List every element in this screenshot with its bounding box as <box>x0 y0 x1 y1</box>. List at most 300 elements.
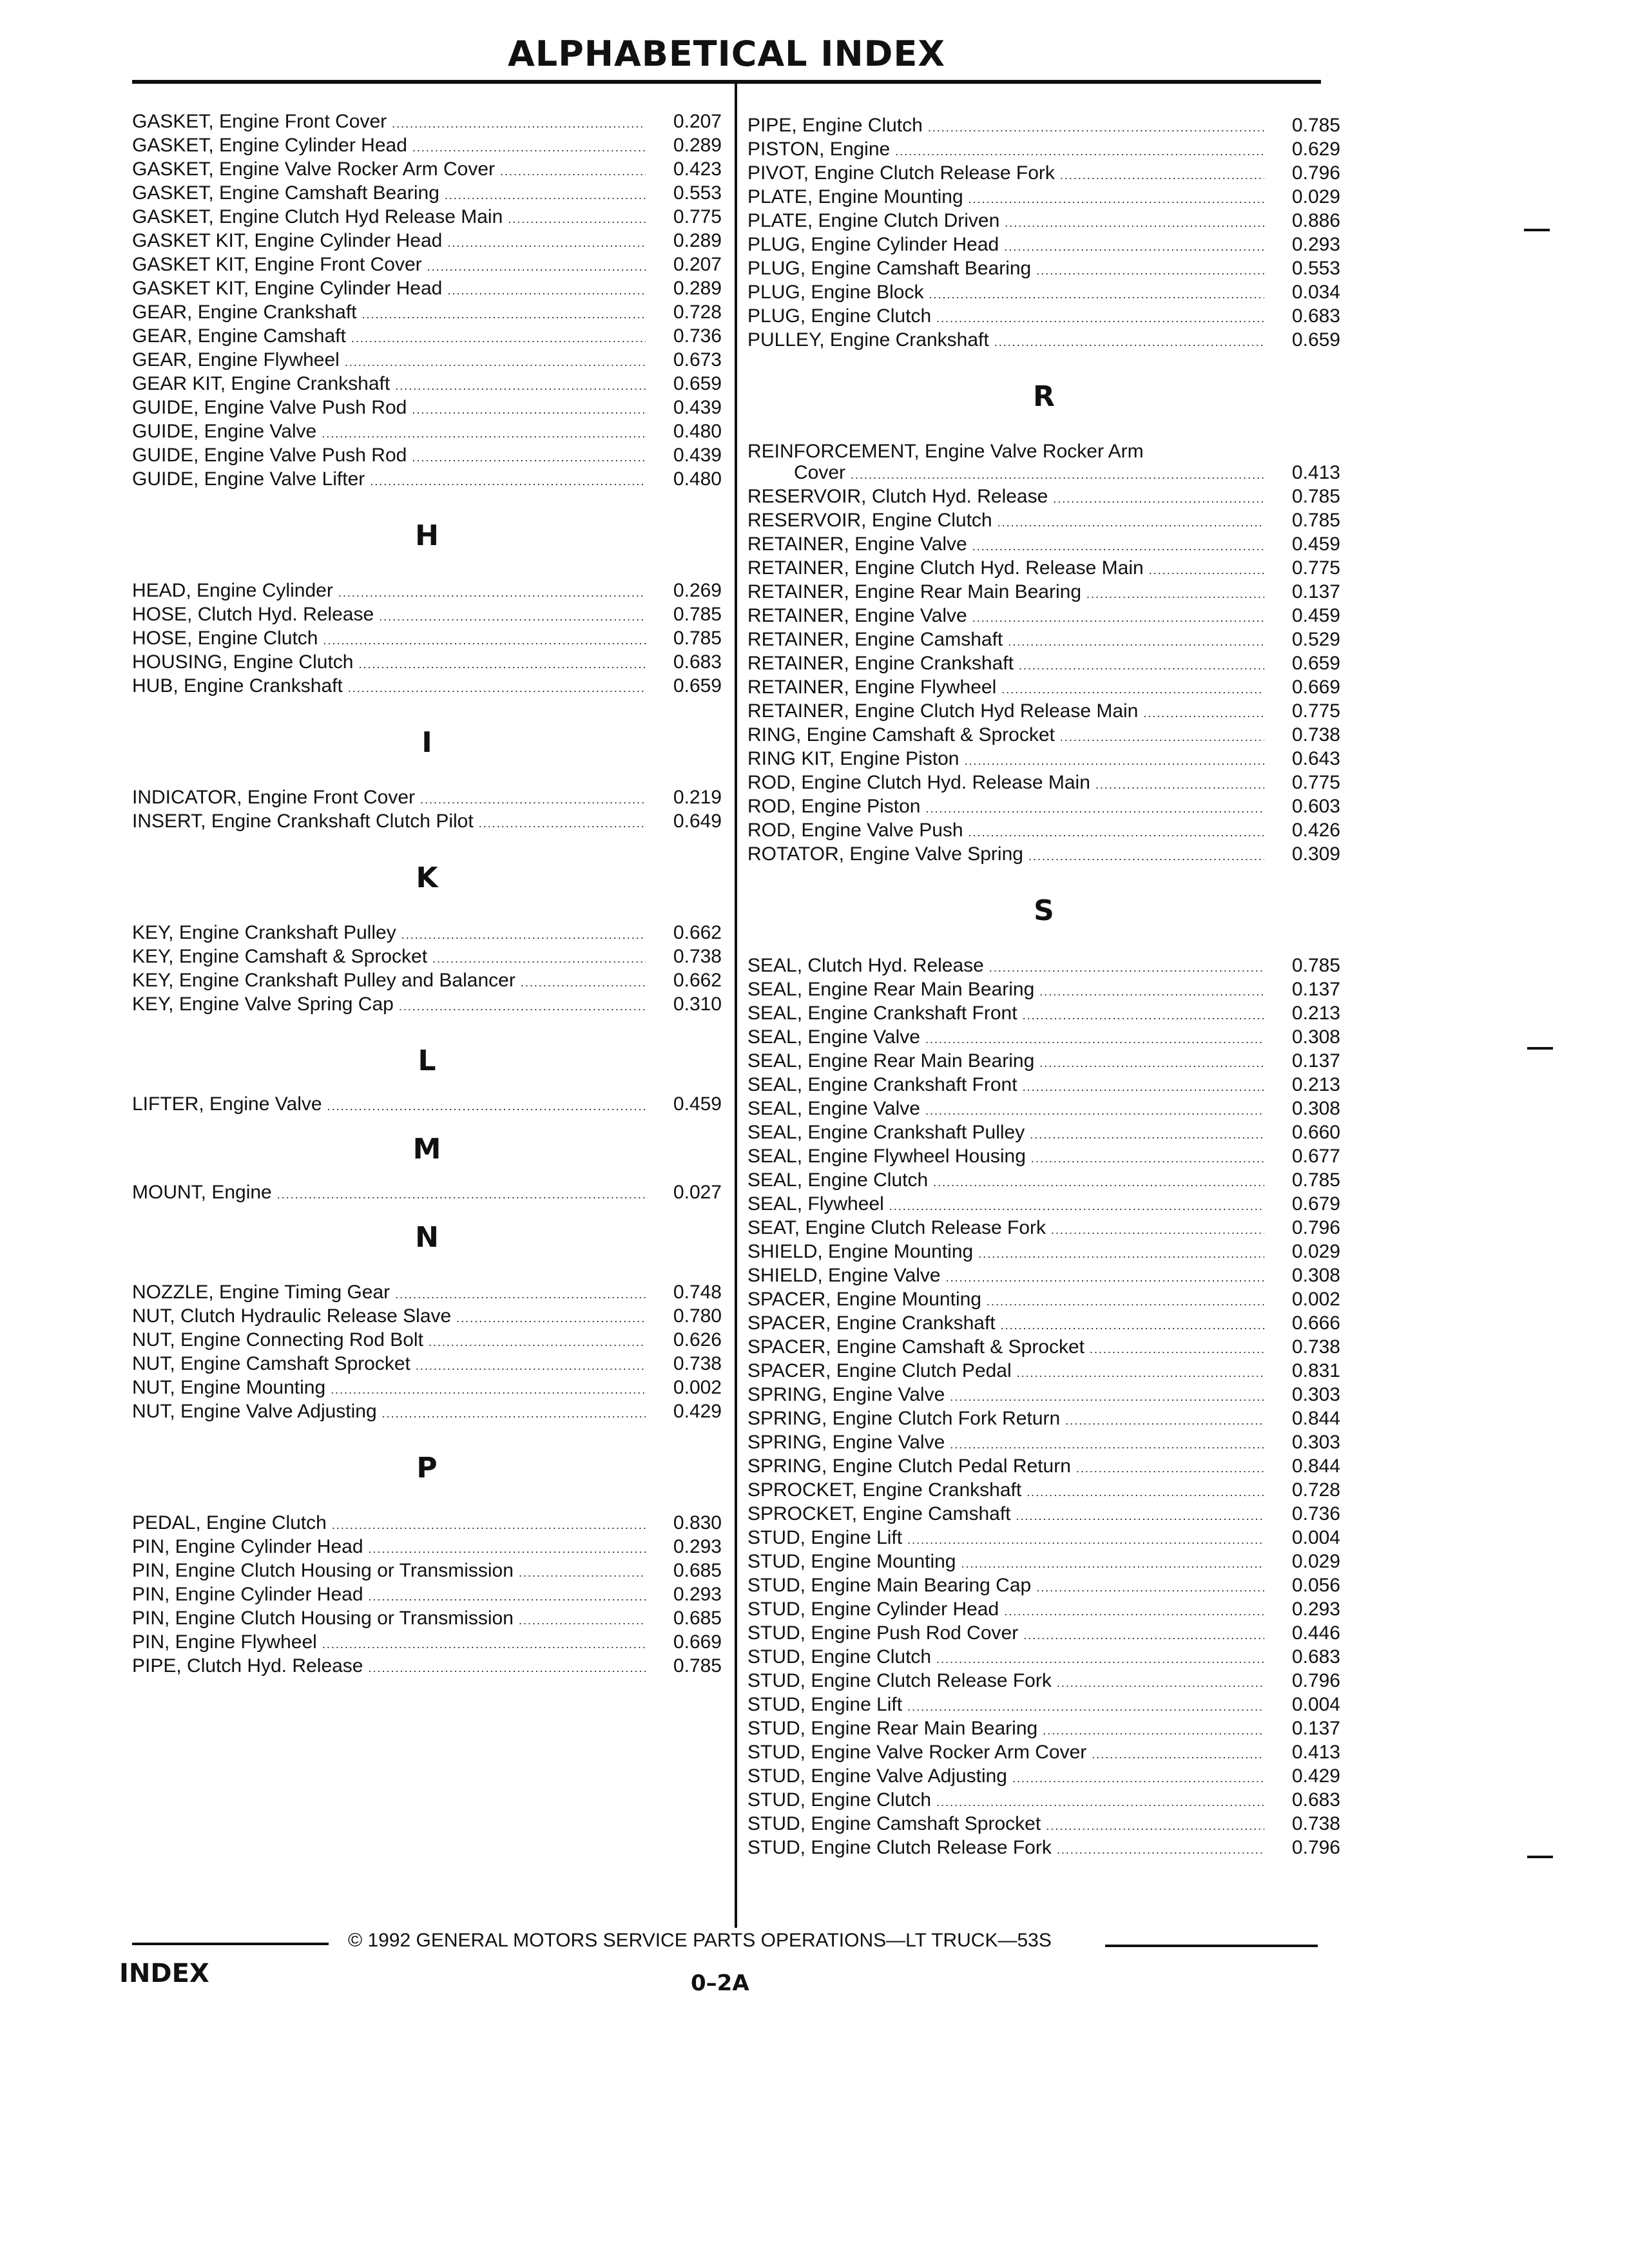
index-entry <box>747 1622 1340 1646</box>
footer-rule-left <box>132 1943 329 1945</box>
index-entry <box>747 329 1340 353</box>
entry-page-number: 0.659 <box>673 373 722 394</box>
leader-dots <box>322 423 646 445</box>
entry-page-number: 0.728 <box>673 302 722 323</box>
index-entry <box>747 1718 1340 1742</box>
index-entry <box>747 700 1340 724</box>
index-entry <box>132 397 722 421</box>
index-entry <box>132 254 722 278</box>
entry-label: KEY, Engine Camshaft & Sprocket <box>132 946 428 967</box>
leader-dots <box>420 789 646 811</box>
leader-dots <box>332 1515 646 1536</box>
entry-label: SPRING, Engine Clutch Pedal Return <box>747 1456 1071 1477</box>
leader-dots <box>907 1530 1264 1551</box>
leader-dots <box>1028 846 1264 867</box>
entry-page-number: 0.029 <box>1291 186 1340 207</box>
leader-dots <box>1012 1768 1264 1789</box>
leader-dots <box>1057 1840 1264 1861</box>
entry-label: LIFTER, Engine Valve <box>132 1093 322 1115</box>
leader-dots <box>370 471 646 492</box>
index-entry <box>132 302 722 325</box>
entry-page-number: 0.738 <box>673 946 722 967</box>
entry-label: GASKET, Engine Valve Rocker Arm Cover <box>132 159 495 180</box>
index-entry <box>747 441 1340 462</box>
leader-dots <box>277 1184 646 1206</box>
leader-dots <box>929 284 1264 305</box>
index-entry <box>132 811 722 834</box>
entry-page-number: 0.643 <box>1291 748 1340 769</box>
entry-label: PIPE, Engine Clutch <box>747 115 923 136</box>
entry-page-number: 0.603 <box>1291 796 1340 817</box>
index-entry <box>747 1408 1340 1432</box>
entry-page-number: 0.426 <box>1291 820 1340 841</box>
entry-page-number: 0.660 <box>1291 1122 1340 1143</box>
edge-tick-mark <box>1527 1047 1553 1050</box>
index-entry <box>747 1789 1340 1813</box>
entry-label: SPACER, Engine Mounting <box>747 1289 981 1310</box>
entry-label: SPROCKET, Engine Crankshaft <box>747 1479 1022 1501</box>
entry-page-number: 0.785 <box>1291 955 1340 976</box>
index-entry <box>747 510 1340 533</box>
entry-label: SEAT, Engine Clutch Release Fork <box>747 1217 1046 1238</box>
leader-dots <box>369 1586 646 1608</box>
section-spacer <box>132 554 722 580</box>
index-entry <box>747 629 1340 653</box>
index-entry <box>747 1527 1340 1551</box>
entry-label: PIN, Engine Cylinder Head <box>132 1536 363 1557</box>
index-entry <box>132 182 722 206</box>
entry-label: ROTATOR, Engine Valve Spring <box>747 843 1023 865</box>
leader-dots <box>936 1649 1264 1670</box>
entry-page-number: 0.137 <box>1291 1718 1340 1739</box>
index-entry <box>132 159 722 182</box>
entry-label: SEAL, Flywheel <box>747 1193 884 1215</box>
section-letter-heading: M <box>412 1133 441 1166</box>
leader-dots <box>416 1356 646 1377</box>
entry-label: GUIDE, Engine Valve <box>132 421 317 442</box>
entry-page-number: 0.207 <box>673 111 722 132</box>
leader-dots <box>382 1403 646 1425</box>
entry-label: HOSE, Engine Clutch <box>132 628 318 649</box>
entry-label: NUT, Engine Connecting Rod Bolt <box>132 1329 423 1350</box>
leader-dots <box>1060 165 1264 186</box>
index-entry <box>747 305 1340 329</box>
entry-page-number: 0.439 <box>673 397 722 418</box>
entry-label: PIN, Engine Clutch Housing or Transmission <box>132 1560 514 1581</box>
entry-page-number: 0.785 <box>1291 1169 1340 1191</box>
entry-page-number: 0.480 <box>673 421 722 442</box>
entry-label: SEAL, Engine Rear Main Bearing <box>747 979 1035 1000</box>
entry-label: GUIDE, Engine Valve Push Rod <box>132 397 407 418</box>
entry-label: STUD, Engine Rear Main Bearing <box>747 1718 1038 1739</box>
section-spacer <box>132 1425 722 1450</box>
entry-page-number: 0.738 <box>1291 724 1340 745</box>
entry-page-number: 0.459 <box>1291 533 1340 555</box>
index-entry <box>132 787 722 811</box>
leader-dots <box>925 798 1264 820</box>
index-entry <box>132 135 722 159</box>
entry-label: PLATE, Engine Clutch Driven <box>747 210 1000 231</box>
leader-dots <box>369 1658 646 1679</box>
entry-page-number: 0.423 <box>673 159 722 180</box>
entry-page-number: 0.439 <box>673 445 722 466</box>
entry-page-number: 0.309 <box>1291 843 1340 865</box>
index-entry <box>132 946 722 970</box>
title-rule <box>132 80 1321 84</box>
edge-tick-mark <box>1527 1856 1553 1858</box>
index-entry <box>747 115 1340 139</box>
leader-dots <box>395 376 646 397</box>
leader-dots <box>338 582 646 604</box>
entry-page-number: 0.459 <box>673 1093 722 1115</box>
index-entry <box>747 843 1340 867</box>
leader-dots <box>978 1244 1264 1265</box>
section-spacer <box>132 699 722 725</box>
entry-label: PISTON, Engine <box>747 139 891 160</box>
entry-label: RING, Engine Camshaft & Sprocket <box>747 724 1055 745</box>
index-entry <box>132 1655 722 1679</box>
entry-page-number: 0.662 <box>673 922 722 943</box>
entry-label: GASKET, Engine Front Cover <box>132 111 387 132</box>
index-entry <box>747 139 1340 162</box>
entry-page-number: 0.004 <box>1291 1694 1340 1715</box>
index-entry <box>747 186 1340 210</box>
entry-page-number: 0.289 <box>673 230 722 251</box>
entry-page-number: 0.029 <box>1291 1241 1340 1262</box>
leader-dots <box>412 137 646 159</box>
leader-dots <box>401 925 646 946</box>
index-entry <box>747 605 1340 629</box>
leader-dots <box>950 1434 1264 1456</box>
entry-page-number: 0.308 <box>1291 1026 1340 1048</box>
index-entry <box>132 922 722 946</box>
entry-label: STUD, Engine Camshaft Sprocket <box>747 1813 1041 1834</box>
leader-dots <box>994 332 1264 353</box>
index-entry <box>747 1074 1340 1098</box>
index-entry <box>747 581 1340 605</box>
index-entry <box>132 1353 722 1377</box>
section-spacer <box>747 415 1340 441</box>
entry-label: RETAINER, Engine Flywheel <box>747 677 997 698</box>
index-entry <box>747 1837 1340 1861</box>
entry-page-number: 0.293 <box>1291 234 1340 255</box>
entry-label: STUD, Engine Push Rod Cover <box>747 1622 1019 1644</box>
leader-dots <box>348 678 646 699</box>
leader-dots <box>1095 774 1264 796</box>
leader-dots <box>331 1379 646 1401</box>
entry-label: SPACER, Engine Clutch Pedal <box>747 1360 1012 1381</box>
leader-dots <box>323 630 646 651</box>
index-entry <box>132 1182 722 1206</box>
section-spacer <box>747 867 1340 893</box>
section-letter-heading: H <box>415 519 439 552</box>
leader-dots <box>1004 236 1264 258</box>
leader-dots <box>322 1634 646 1655</box>
entry-label: INSERT, Engine Crankshaft Clutch Pilot <box>132 811 474 832</box>
section-spacer <box>132 896 722 922</box>
index-entry <box>132 278 722 302</box>
leader-dots <box>1060 727 1264 748</box>
entry-page-number: 0.886 <box>1291 210 1340 231</box>
entry-label: ROD, Engine Piston <box>747 796 921 817</box>
leader-dots <box>961 1553 1265 1575</box>
entry-label: RESERVOIR, Clutch Hyd. Release <box>747 486 1048 507</box>
index-entry <box>747 653 1340 677</box>
index-entry <box>132 970 722 994</box>
leader-dots <box>1043 1720 1264 1742</box>
index-entry <box>747 748 1340 772</box>
index-entry <box>132 604 722 628</box>
leader-dots <box>1031 1148 1264 1169</box>
index-entry <box>132 1305 722 1329</box>
leader-dots <box>519 1610 646 1631</box>
entry-page-number: 0.459 <box>1291 605 1340 626</box>
index-entry <box>132 1377 722 1401</box>
index-entry <box>132 468 722 492</box>
index-entry <box>747 1146 1340 1169</box>
index-entry <box>747 1336 1340 1360</box>
index-entry <box>132 1282 722 1305</box>
index-entry <box>132 675 722 699</box>
entry-page-number: 0.785 <box>673 628 722 649</box>
entry-label: SPRING, Engine Clutch Fork Return <box>747 1408 1061 1429</box>
leader-dots <box>1051 1220 1264 1241</box>
index-entry <box>747 1360 1340 1384</box>
entry-page-number: 0.659 <box>1291 329 1340 351</box>
leader-dots <box>1143 703 1264 724</box>
index-entry <box>132 1560 722 1584</box>
index-entry <box>747 1003 1340 1026</box>
entry-page-number: 0.844 <box>1291 1408 1340 1429</box>
entry-label: STUD, Engine Clutch <box>747 1789 932 1811</box>
index-entry <box>132 1631 722 1655</box>
entry-page-number: 0.683 <box>1291 1789 1340 1811</box>
entry-page-number: 0.413 <box>1291 1742 1340 1763</box>
entry-label: SPRING, Engine Valve <box>747 1384 945 1405</box>
index-entry <box>747 1599 1340 1622</box>
index-entry <box>747 1694 1340 1718</box>
entry-page-number: 0.685 <box>673 1608 722 1629</box>
leader-dots <box>369 1539 646 1560</box>
entry-page-number: 0.738 <box>1291 1336 1340 1358</box>
entry-label: GEAR, Engine Crankshaft <box>132 302 357 323</box>
leader-dots <box>1017 1363 1264 1384</box>
entry-page-number: 0.831 <box>1291 1360 1340 1381</box>
entry-label: HEAD, Engine Cylinder <box>132 580 333 601</box>
index-entry <box>747 1742 1340 1765</box>
leader-dots <box>987 1291 1264 1312</box>
entry-page-number: 0.004 <box>1291 1527 1340 1548</box>
index-entry <box>747 1575 1340 1599</box>
leader-dots <box>358 654 646 675</box>
entry-label: STUD, Engine Cylinder Head <box>747 1599 999 1620</box>
index-entry <box>747 234 1340 258</box>
entry-label: SEAL, Engine Valve <box>747 1098 920 1119</box>
entry-label: RETAINER, Engine Crankshaft <box>747 653 1014 674</box>
index-column-right <box>747 115 1340 1861</box>
leader-dots <box>429 1332 646 1353</box>
entry-page-number: 0.529 <box>1291 629 1340 650</box>
leader-dots <box>851 465 1264 486</box>
entry-label: PIN, Engine Clutch Housing or Transmission <box>132 1608 514 1629</box>
index-entry <box>747 820 1340 843</box>
leader-dots <box>395 1284 646 1305</box>
section-letter-heading: R <box>1033 380 1055 413</box>
entry-label: ROD, Engine Valve Push <box>747 820 963 841</box>
entry-label: MOUNT, Engine <box>132 1182 272 1203</box>
leader-dots <box>399 996 646 1017</box>
entry-page-number: 0.659 <box>673 675 722 697</box>
entry-label: GASKET KIT, Engine Cylinder Head <box>132 278 443 299</box>
leader-dots <box>1023 1625 1264 1646</box>
leader-dots <box>928 117 1264 139</box>
footer-rule-right <box>1105 1945 1318 1947</box>
entry-label: GASKET, Engine Camshaft Bearing <box>132 182 439 204</box>
leader-dots <box>500 161 646 182</box>
leader-dots <box>1005 213 1264 234</box>
index-entry <box>747 1503 1340 1527</box>
entry-page-number: 0.293 <box>1291 1599 1340 1620</box>
entry-label: PLUG, Engine Clutch <box>747 305 932 327</box>
index-entry <box>747 1241 1340 1265</box>
entry-page-number: 0.289 <box>673 135 722 156</box>
leader-dots <box>969 822 1264 843</box>
index-entry <box>132 1608 722 1631</box>
section-spacer <box>132 1117 722 1131</box>
index-entry <box>747 1432 1340 1456</box>
entry-label: SPACER, Engine Crankshaft <box>747 1312 996 1334</box>
entry-page-number: 0.677 <box>1291 1146 1340 1167</box>
index-entry <box>747 486 1340 510</box>
entry-label: SEAL, Clutch Hyd. Release <box>747 955 984 976</box>
index-entry <box>132 111 722 135</box>
index-entry <box>132 1536 722 1560</box>
entry-page-number: 0.293 <box>673 1584 722 1605</box>
index-entry <box>132 230 722 254</box>
entry-label: NUT, Engine Mounting <box>132 1377 326 1398</box>
index-entry <box>747 796 1340 820</box>
leader-dots <box>989 957 1264 979</box>
entry-label: PLATE, Engine Mounting <box>747 186 963 207</box>
leader-dots <box>1030 1124 1264 1146</box>
entry-label: HOUSING, Engine Clutch <box>132 651 354 673</box>
index-entry <box>747 557 1340 581</box>
entry-label: SPACER, Engine Camshaft & Sprocket <box>747 1336 1085 1358</box>
index-entry <box>132 994 722 1017</box>
entry-label: KEY, Engine Valve Spring Cap <box>132 994 394 1015</box>
entry-page-number: 0.213 <box>1291 1074 1340 1095</box>
leader-dots <box>1065 1410 1264 1432</box>
index-entry <box>132 373 722 397</box>
entry-page-number: 0.785 <box>1291 510 1340 531</box>
leader-dots <box>936 308 1264 329</box>
index-entry <box>747 979 1340 1003</box>
column-divider <box>735 82 737 1928</box>
entry-page-number: 0.775 <box>1291 700 1340 722</box>
entry-label: STUD, Engine Clutch <box>747 1646 932 1667</box>
index-entry <box>747 1169 1340 1193</box>
leader-dots <box>1039 981 1264 1003</box>
entry-page-number: 0.446 <box>1291 1622 1340 1644</box>
entry-page-number: 0.685 <box>673 1560 722 1581</box>
section-letter-heading: N <box>415 1221 439 1254</box>
leader-dots <box>1001 679 1264 700</box>
entry-label: KEY, Engine Crankshaft Pulley <box>132 922 396 943</box>
index-entry <box>132 325 722 349</box>
section-spacer <box>132 834 722 860</box>
entry-page-number: 0.683 <box>673 651 722 673</box>
entry-page-number: 0.137 <box>1291 581 1340 602</box>
entry-page-number: 0.662 <box>673 970 722 991</box>
index-entry <box>747 162 1340 186</box>
entry-page-number: 0.796 <box>1291 1837 1340 1858</box>
entry-label: SPRING, Engine Valve <box>747 1432 945 1453</box>
entry-label: PLUG, Engine Cylinder Head <box>747 234 999 255</box>
leader-dots <box>345 352 646 373</box>
leader-dots <box>1092 1744 1264 1765</box>
index-entry <box>132 1329 722 1353</box>
leader-dots <box>1016 1506 1264 1527</box>
leader-dots <box>392 113 646 135</box>
section-letter-heading: L <box>418 1044 436 1077</box>
leader-dots <box>521 972 646 994</box>
entry-label: GEAR, Engine Flywheel <box>132 349 340 370</box>
leader-dots <box>1086 584 1264 605</box>
entry-page-number: 0.027 <box>673 1182 722 1203</box>
index-entry <box>747 1289 1340 1312</box>
leader-dots <box>969 189 1264 210</box>
section-spacer <box>747 353 1340 379</box>
entry-page-number: 0.137 <box>1291 979 1340 1000</box>
section-spacer <box>132 1079 722 1093</box>
section-letter-heading: I <box>421 726 432 759</box>
entry-page-number: 0.785 <box>1291 115 1340 136</box>
index-entry <box>747 955 1340 979</box>
leader-dots <box>1023 1077 1264 1098</box>
index-entry <box>747 1193 1340 1217</box>
entry-page-number: 0.029 <box>1291 1551 1340 1572</box>
entry-page-number: 0.308 <box>1291 1265 1340 1286</box>
index-entry <box>747 1050 1340 1074</box>
entry-label: NOZZLE, Engine Timing Gear <box>132 1282 390 1303</box>
entry-label: Cover <box>794 462 846 483</box>
entry-label: RETAINER, Engine Valve <box>747 533 967 555</box>
entry-label: HOSE, Clutch Hyd. Release <box>132 604 374 625</box>
leader-dots <box>447 233 646 254</box>
footer-page-number: 0–2A <box>691 1970 749 1996</box>
leader-dots <box>1076 1458 1264 1479</box>
leader-dots <box>519 1562 646 1584</box>
leader-dots <box>936 1792 1264 1813</box>
index-entry <box>747 724 1340 748</box>
index-entry <box>132 349 722 373</box>
entry-page-number: 0.673 <box>673 349 722 370</box>
entry-label: GASKET, Engine Clutch Hyd Release Main <box>132 206 503 227</box>
leader-dots <box>447 280 646 302</box>
leader-dots <box>1036 260 1264 282</box>
leader-dots <box>889 1196 1264 1217</box>
leader-dots <box>412 447 646 468</box>
index-entry <box>132 206 722 230</box>
entry-page-number: 0.785 <box>673 604 722 625</box>
index-entry <box>132 421 722 445</box>
entry-page-number: 0.553 <box>1291 258 1340 279</box>
entry-page-number: 0.738 <box>673 1353 722 1374</box>
entry-label: GASKET, Engine Cylinder Head <box>132 135 407 156</box>
index-column-left <box>132 111 722 1679</box>
entry-page-number: 0.796 <box>1291 1217 1340 1238</box>
index-entry <box>747 1670 1340 1694</box>
